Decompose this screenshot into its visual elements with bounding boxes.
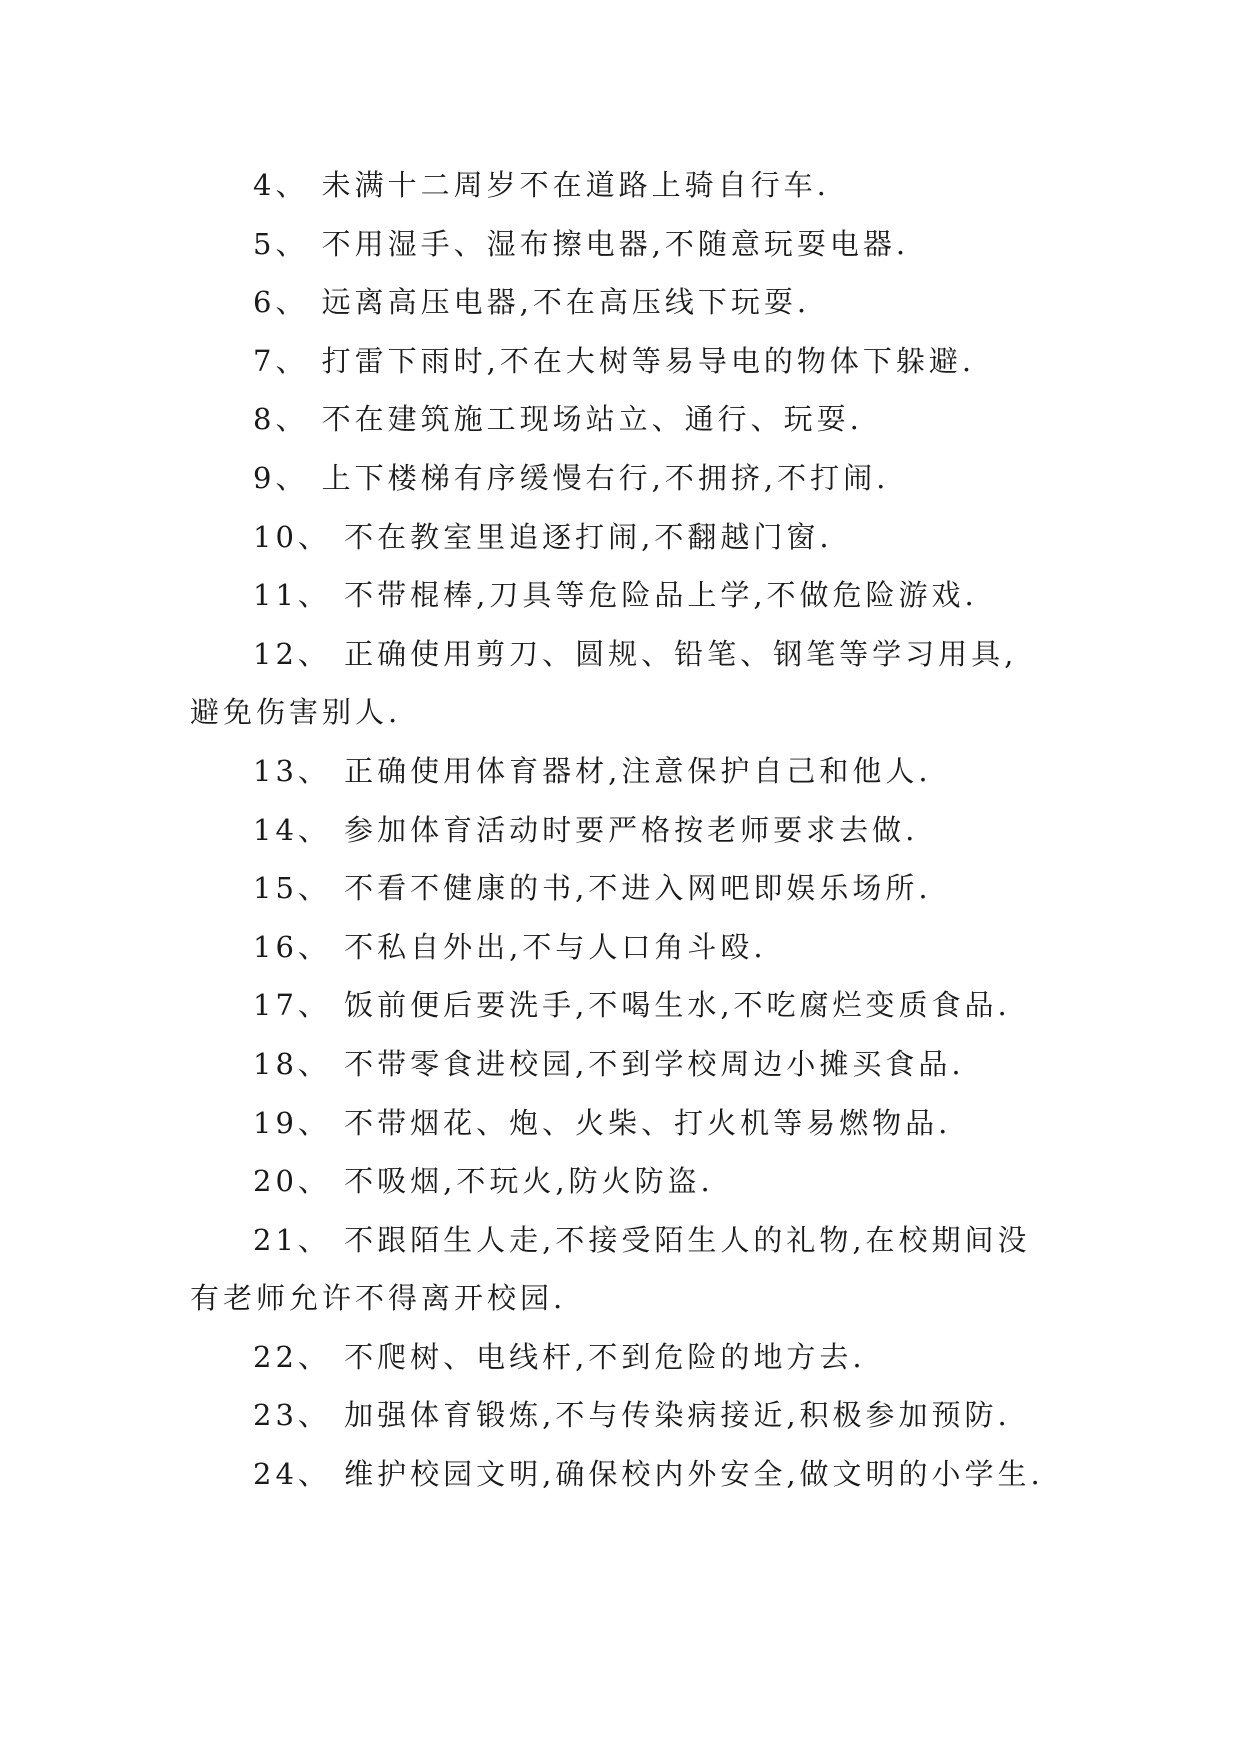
item-text: 不跟陌生人走,不接受陌生人的礼物,在校期间没有老师允许不得离开校园. [190, 1222, 1031, 1316]
item-text: 不用湿手、湿布擦电器,不随意玩耍电器. [321, 226, 910, 261]
list-item [190, 742, 1050, 801]
item-number: 14、 [253, 812, 331, 847]
item-number: 7、 [253, 343, 309, 378]
list-item [190, 1211, 1050, 1328]
item-number: 12、 [253, 636, 331, 671]
list-item [190, 508, 1050, 567]
list-item [190, 976, 1050, 1035]
item-number: 9、 [253, 460, 309, 495]
list-item [190, 801, 1050, 860]
item-text: 不爬树、电线杆,不到危险的地方去. [344, 1339, 866, 1374]
list-item [190, 332, 1050, 391]
list-item [190, 1094, 1050, 1153]
item-text: 不带零食进校园,不到学校周边小摊买食品. [344, 1046, 965, 1081]
list-item [190, 1328, 1050, 1387]
item-number: 22、 [253, 1339, 331, 1374]
item-number: 20、 [253, 1164, 331, 1199]
item-text: 不吸烟,不玩火,防火防盗. [344, 1164, 714, 1199]
item-number: 23、 [253, 1398, 331, 1433]
list-item [190, 156, 1050, 215]
item-number: 17、 [253, 988, 331, 1023]
list-item [190, 273, 1050, 332]
item-number: 19、 [253, 1105, 331, 1140]
item-number: 15、 [253, 871, 331, 906]
item-number: 18、 [253, 1046, 331, 1081]
item-number: 16、 [253, 929, 331, 964]
item-number: 21、 [253, 1222, 331, 1257]
item-text: 不在建筑施工现场站立、通行、玩耍. [321, 402, 863, 437]
item-text: 不带烟花、炮、火柴、打火机等易燃物品. [344, 1105, 952, 1140]
item-text: 饭前便后要洗手,不喝生水,不吃腐烂变质食品. [344, 988, 1011, 1023]
item-text: 维护校园文明,确保校内外安全,做文明的小学生. [344, 1457, 1044, 1492]
item-number: 13、 [253, 753, 331, 788]
list-item [190, 449, 1050, 508]
item-number: 8、 [253, 402, 309, 437]
list-item [190, 1445, 1050, 1504]
item-number: 11、 [253, 578, 331, 613]
item-text: 不私自外出,不与人口角斗殴. [344, 929, 767, 964]
item-text: 正确使用剪刀、圆规、铅笔、钢笔等学习用具,避免伤害别人. [190, 636, 1018, 730]
list-item [190, 1152, 1050, 1211]
item-number: 5、 [253, 226, 309, 261]
item-number: 4、 [253, 168, 309, 202]
list-item [190, 859, 1050, 918]
item-number: 24、 [253, 1457, 331, 1492]
list-item [190, 215, 1050, 274]
item-text: 远离高压电器,不在高压线下玩耍. [321, 285, 811, 320]
list-item [190, 625, 1050, 742]
list-item [190, 1035, 1050, 1094]
item-text: 打雷下雨时,不在大树等易导电的物体下躲避. [321, 343, 976, 378]
item-number: 6、 [253, 285, 309, 320]
list-item [190, 1386, 1050, 1445]
item-text: 不在教室里追逐打闹,不翻越门窗. [344, 519, 833, 554]
list-item [190, 918, 1050, 977]
list-item [190, 566, 1050, 625]
item-text: 上下楼梯有序缓慢右行,不拥挤,不打闹. [321, 460, 890, 495]
item-text: 未满十二周岁不在道路上骑自行车. [321, 168, 830, 202]
item-number: 10、 [253, 519, 331, 554]
item-text: 加强体育锻炼,不与传染病接近,积极参加预防. [344, 1398, 1011, 1433]
rules-list [190, 156, 1050, 1504]
list-item [190, 390, 1050, 449]
item-text: 参加体育活动时要严格按老师要求去做. [344, 812, 919, 847]
item-text: 不看不健康的书,不进入网吧即娱乐场所. [344, 871, 932, 906]
item-text: 正确使用体育器材,注意保护自己和他人. [344, 753, 932, 788]
item-text: 不带棍棒,刀具等危险品上学,不做危险游戏. [344, 578, 978, 613]
